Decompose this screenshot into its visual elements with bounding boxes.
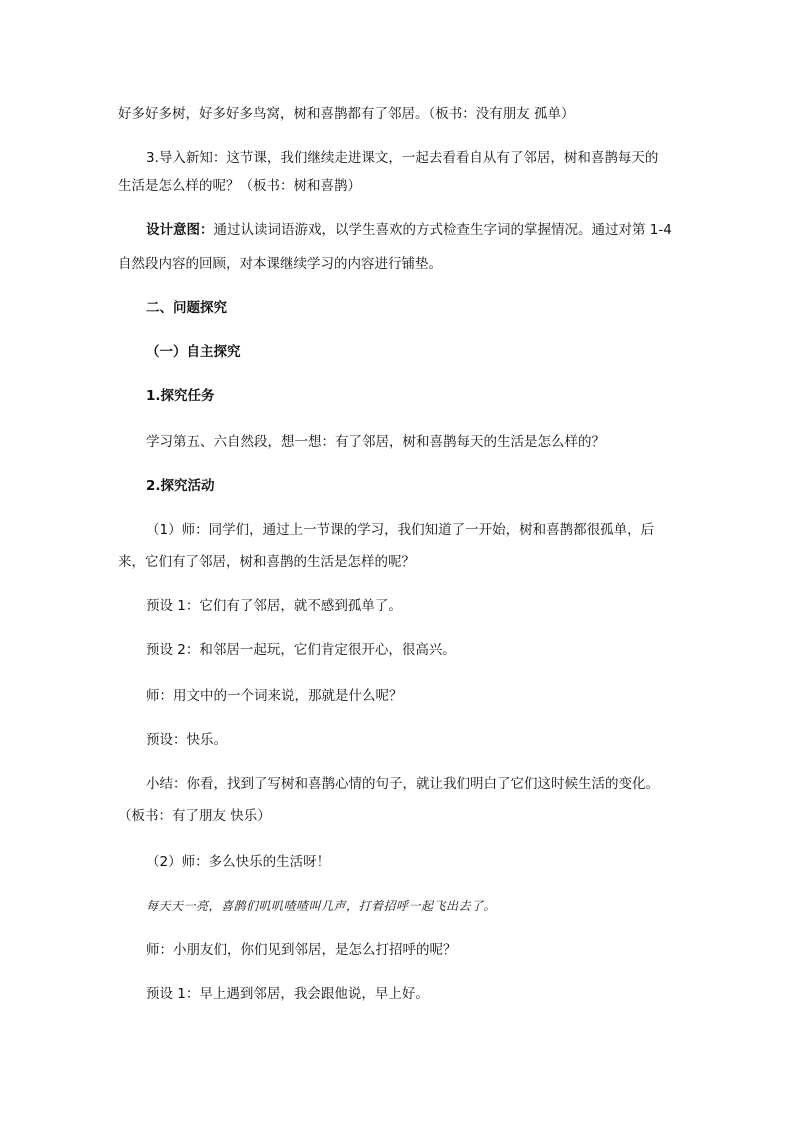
paragraph-line: （1）师：同学们，通过上一节课的学习，我们知道了一开始，树和喜鹊都很孤单，后 <box>146 522 655 538</box>
design-intent-text: 通过认读词语游戏，以学生喜欢的方式检查生字词的掌握情况。通过对第 1-4 <box>213 222 672 238</box>
subsection-heading: （一）自主探究 <box>146 344 241 360</box>
paragraph-line: 师：用文中的一个词来说，那就是什么呢？ <box>146 688 403 704</box>
paragraph-line: 预设 2：和邻居一起玩，它们肯定很开心，很高兴。 <box>146 642 456 658</box>
paragraph-line: 预设 1：早上遇到邻居，我会跟他说，早上好。 <box>146 986 429 1002</box>
design-intent-label: 设计意图： <box>146 222 214 238</box>
paragraph-line: 小结：你看，找到了写树和喜鹊心情的句子，就让我们明白了它们这时候生活的变化。 <box>146 776 659 792</box>
paragraph-line: 师：小朋友们，你们见到邻居，是怎么打招呼的呢？ <box>146 942 457 958</box>
section-heading: 二、问题探究 <box>146 300 227 316</box>
paragraph-line: （板书：有了朋友 快乐） <box>118 808 271 824</box>
paragraph-line: 预设 1：它们有了邻居，就不感到孤单了。 <box>146 598 402 614</box>
paragraph-line: 学习第五、六自然段，想一想：有了邻居，树和喜鹊每天的生活是怎么样的？ <box>146 434 605 450</box>
paragraph-line: （2）师：多么快乐的生活呀！ <box>146 854 331 870</box>
activity-heading: 2.探究活动 <box>146 478 215 494</box>
paragraph-line: 好多好多树，好多好多鸟窝，树和喜鹊都有了邻居。（板书：没有朋友 孤单） <box>118 106 575 122</box>
paragraph-line: 自然段内容的回顾，对本课继续学习的内容进行铺垫。 <box>118 256 442 272</box>
quoted-text: 每天天一亮，喜鹊们叽叽喳喳叫几声，打着招呼一起飞出去了。 <box>146 899 497 913</box>
paragraph-line: 预设：快乐。 <box>146 732 227 748</box>
paragraph-line: 生活是怎么样的呢？（板书：树和喜鹊） <box>118 178 361 194</box>
task-heading: 1.探究任务 <box>146 388 215 404</box>
paragraph-line: 来，它们有了邻居，树和喜鹊的生活是怎样的呢？ <box>118 554 415 570</box>
paragraph-line: 3.导入新知：这节课，我们继续走进课文，一起去看看自从有了邻居，树和喜鹊每天的 <box>146 150 659 166</box>
design-intent-line <box>146 220 706 240</box>
